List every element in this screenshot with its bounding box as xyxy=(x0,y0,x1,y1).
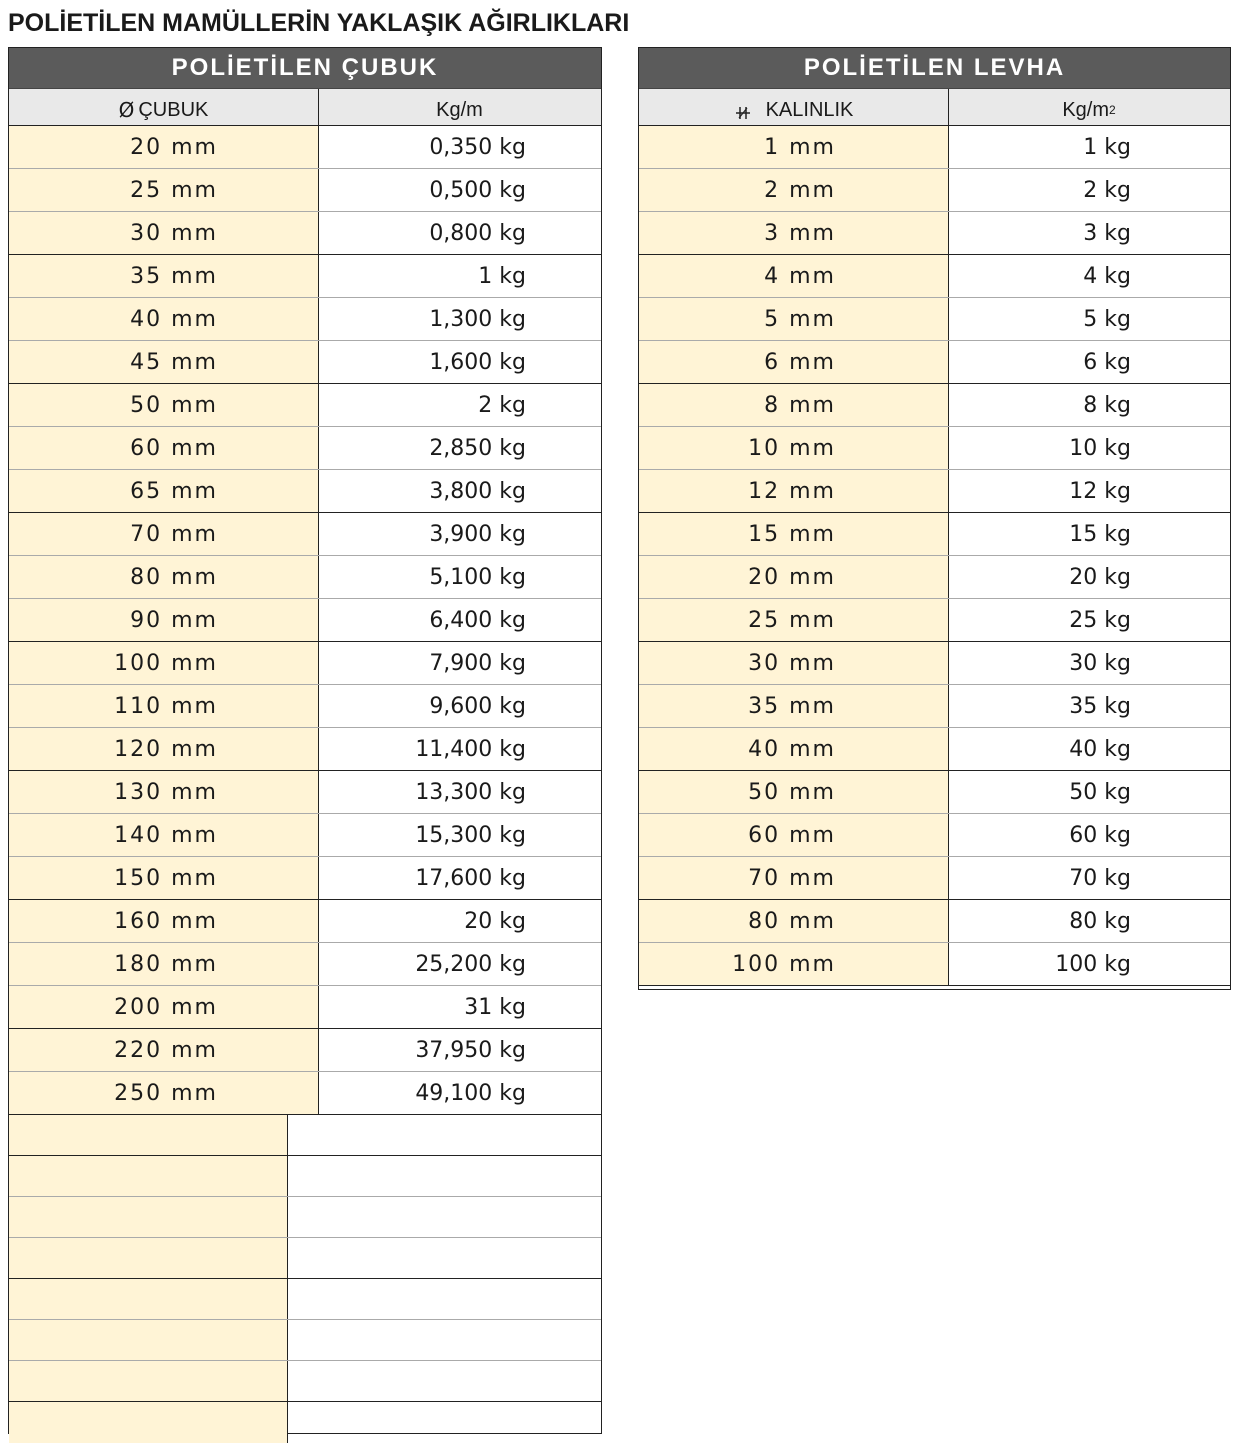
rod-table-empty-size-cell xyxy=(9,1115,288,1155)
rod-table-size-cell: 20 mm xyxy=(9,126,319,168)
rod-table-row xyxy=(9,470,601,513)
sheet-table-weight-cell: 4 kg xyxy=(1083,263,1131,289)
rod-table-size-cell: 70 mm xyxy=(9,513,319,555)
sheet-table-row xyxy=(639,212,1230,255)
sheet-table-row xyxy=(639,814,1230,857)
page-title: POLİETİLEN MAMÜLLERİN YAKLAŞIK AĞIRLIKLARI xyxy=(8,9,630,37)
rod-table-weight-cell: 3,900 kg xyxy=(429,521,526,547)
rod-table-size-cell: 30 mm xyxy=(9,212,319,254)
rod-table-weight-cell: 1,600 kg xyxy=(429,349,526,375)
rod-table-size-cell: 45 mm xyxy=(9,341,319,383)
sheet-table-weight-cell: 15 kg xyxy=(1069,521,1131,547)
rod-table-row xyxy=(9,126,601,169)
sheet-table-row xyxy=(639,728,1230,771)
rod-table-empty-row xyxy=(9,1320,601,1361)
sheet-table-size-cell: 4 mm xyxy=(639,255,949,297)
rod-table-row xyxy=(9,169,601,212)
sheet-table-size-cell: 70 mm xyxy=(639,857,949,899)
rod-table-size-cell: 200 mm xyxy=(9,986,319,1028)
sheet-table-row xyxy=(639,169,1230,212)
rod-table-size-cell: 130 mm xyxy=(9,771,319,813)
sheet-table-size-cell: 8 mm xyxy=(639,384,949,426)
rod-table-row xyxy=(9,513,601,556)
rod-table-empty-weight-cell xyxy=(288,1402,601,1443)
rod-table-body xyxy=(9,126,601,1443)
sheet-table-weight-cell: 5 kg xyxy=(1083,306,1131,332)
rod-table-weight-cell: 3,800 kg xyxy=(429,478,526,504)
rod-table-empty-size-cell xyxy=(9,1361,288,1401)
rod-table-weight-cell: 11,400 kg xyxy=(415,736,526,762)
rod-table-row xyxy=(9,900,601,943)
rod-table-empty-row xyxy=(9,1156,601,1197)
rod-table-empty-weight-cell xyxy=(288,1361,601,1401)
rod-table-row xyxy=(9,255,601,298)
rod-table-size-cell: 35 mm xyxy=(9,255,319,297)
rod-table-row xyxy=(9,728,601,771)
rod-table-empty-size-cell xyxy=(9,1402,288,1443)
sheet-table-row xyxy=(639,599,1230,642)
sheet-weight-header-superscript: 2 xyxy=(1109,103,1116,117)
sheet-table-size-cell: 25 mm xyxy=(639,599,949,641)
rod-weight-table xyxy=(8,47,602,1434)
rod-table-weight-cell: 2,850 kg xyxy=(429,435,526,461)
rod-table-size-cell: 25 mm xyxy=(9,169,319,211)
rod-table-empty-row xyxy=(9,1238,601,1279)
rod-table-size-cell: 110 mm xyxy=(9,685,319,727)
rod-table-size-cell: 90 mm xyxy=(9,599,319,641)
rod-table-size-cell: 250 mm xyxy=(9,1072,319,1114)
rod-table-title: POLİETİLEN ÇUBUK xyxy=(9,48,601,89)
sheet-weight-header-label: Kg/m xyxy=(1062,98,1109,121)
sheet-table-size-cell: 20 mm xyxy=(639,556,949,598)
sheet-table-size-cell: 6 mm xyxy=(639,341,949,383)
rod-table-row xyxy=(9,341,601,384)
sheet-table-weight-cell: 25 kg xyxy=(1069,607,1131,633)
rod-table-weight-cell: 0,500 kg xyxy=(429,177,526,203)
rod-table-row xyxy=(9,642,601,685)
sheet-table-row xyxy=(639,298,1230,341)
sheet-table-size-cell: 100 mm xyxy=(639,943,949,985)
rod-table-row xyxy=(9,1072,601,1115)
rod-table-weight-cell: 9,600 kg xyxy=(429,693,526,719)
rod-table-weight-cell: 20 kg xyxy=(464,908,526,934)
rod-table-empty-row xyxy=(9,1115,601,1156)
rod-table-weight-cell: 5,100 kg xyxy=(429,564,526,590)
sheet-table-weight-cell: 10 kg xyxy=(1069,435,1131,461)
sheet-table-weight-cell: 35 kg xyxy=(1069,693,1131,719)
sheet-table-row xyxy=(639,470,1230,513)
sheet-table-size-cell: 40 mm xyxy=(639,728,949,770)
rod-table-size-cell: 180 mm xyxy=(9,943,319,985)
sheet-table-row xyxy=(639,556,1230,599)
sheet-table-row xyxy=(639,900,1230,943)
sheet-table-weight-cell: 2 kg xyxy=(1083,177,1131,203)
rod-diameter-header xyxy=(9,89,319,125)
diameter-icon: Ø xyxy=(118,98,135,122)
rod-table-empty-size-cell xyxy=(9,1320,288,1360)
sheet-table-weight-cell: 60 kg xyxy=(1069,822,1131,848)
sheet-table-header xyxy=(639,89,1230,126)
rod-diameter-header-label: ÇUBUK xyxy=(138,98,209,121)
sheet-table-weight-cell: 30 kg xyxy=(1069,650,1131,676)
rod-table-weight-cell: 49,100 kg xyxy=(415,1080,526,1106)
sheet-table-size-cell: 5 mm xyxy=(639,298,949,340)
sheet-table-row xyxy=(639,427,1230,470)
sheet-table-size-cell: 3 mm xyxy=(639,212,949,254)
sheet-table-row xyxy=(639,384,1230,427)
rod-table-empty-row xyxy=(9,1197,601,1238)
rod-table-empty-row xyxy=(9,1361,601,1402)
sheet-table-size-cell: 2 mm xyxy=(639,169,949,211)
sheet-table-weight-cell: 8 kg xyxy=(1083,392,1131,418)
rod-table-size-cell: 150 mm xyxy=(9,857,319,899)
sheet-table-row xyxy=(639,642,1230,685)
sheet-table-body xyxy=(639,126,1230,986)
rod-table-empty-size-cell xyxy=(9,1238,288,1278)
rod-table-row xyxy=(9,384,601,427)
rod-table-row xyxy=(9,771,601,814)
thickness-icon xyxy=(734,103,752,117)
rod-table-size-cell: 50 mm xyxy=(9,384,319,426)
rod-table-weight-cell: 1 kg xyxy=(478,263,526,289)
sheet-table-size-cell: 30 mm xyxy=(639,642,949,684)
sheet-table-row xyxy=(639,771,1230,814)
rod-table-row xyxy=(9,599,601,642)
sheet-table-weight-cell: 12 kg xyxy=(1069,478,1131,504)
rod-table-empty-weight-cell xyxy=(288,1156,601,1196)
sheet-table-title: POLİETİLEN LEVHA xyxy=(639,48,1230,89)
rod-table-row xyxy=(9,685,601,728)
rod-table-size-cell: 120 mm xyxy=(9,728,319,770)
rod-table-weight-cell: 17,600 kg xyxy=(415,865,526,891)
rod-table-weight-cell: 1,300 kg xyxy=(429,306,526,332)
sheet-table-row xyxy=(639,685,1230,728)
sheet-table-row xyxy=(639,126,1230,169)
sheet-table-size-cell: 60 mm xyxy=(639,814,949,856)
sheet-table-size-cell: 50 mm xyxy=(639,771,949,813)
sheet-table-row xyxy=(639,255,1230,298)
sheet-table-size-cell: 10 mm xyxy=(639,427,949,469)
sheet-table-weight-cell: 80 kg xyxy=(1069,908,1131,934)
sheet-table-size-cell: 12 mm xyxy=(639,470,949,512)
rod-table-empty-size-cell xyxy=(9,1197,288,1237)
rod-table-size-cell: 65 mm xyxy=(9,470,319,512)
rod-table-size-cell: 100 mm xyxy=(9,642,319,684)
sheet-table-size-cell: 80 mm xyxy=(639,900,949,942)
rod-table-size-cell: 140 mm xyxy=(9,814,319,856)
rod-table-empty-weight-cell xyxy=(288,1115,601,1155)
sheet-table-weight-cell: 40 kg xyxy=(1069,736,1131,762)
sheet-table-weight-cell: 70 kg xyxy=(1069,865,1131,891)
rod-table-empty-row xyxy=(9,1279,601,1320)
rod-table-row xyxy=(9,427,601,470)
sheet-table-row xyxy=(639,943,1230,986)
sheet-thickness-header xyxy=(639,89,949,125)
rod-table-row xyxy=(9,298,601,341)
rod-table-empty-row xyxy=(9,1402,601,1443)
rod-table-size-cell: 60 mm xyxy=(9,427,319,469)
rod-table-row xyxy=(9,943,601,986)
sheet-table-weight-cell: 20 kg xyxy=(1069,564,1131,590)
sheet-table-weight-cell: 50 kg xyxy=(1069,779,1131,805)
sheet-table-weight-cell: 1 kg xyxy=(1083,134,1131,160)
rod-table-row xyxy=(9,986,601,1029)
sheet-weight-table xyxy=(638,47,1231,990)
rod-table-weight-cell: 25,200 kg xyxy=(415,951,526,977)
rod-weight-header: Kg/m xyxy=(436,98,483,121)
sheet-table-weight-cell: 6 kg xyxy=(1083,349,1131,375)
rod-table-weight-cell: 7,900 kg xyxy=(429,650,526,676)
rod-table-row xyxy=(9,556,601,599)
rod-table-weight-cell: 6,400 kg xyxy=(429,607,526,633)
rod-table-empty-weight-cell xyxy=(288,1238,601,1278)
rod-table-weight-cell: 0,800 kg xyxy=(429,220,526,246)
sheet-table-row xyxy=(639,513,1230,556)
rod-table-header xyxy=(9,89,601,126)
rod-table-size-cell: 80 mm xyxy=(9,556,319,598)
sheet-table-size-cell: 1 mm xyxy=(639,126,949,168)
sheet-thickness-header-label: KALINLIK xyxy=(765,98,854,121)
sheet-table-size-cell: 15 mm xyxy=(639,513,949,555)
rod-table-weight-cell: 15,300 kg xyxy=(415,822,526,848)
rod-table-weight-cell: 2 kg xyxy=(478,392,526,418)
rod-table-size-cell: 40 mm xyxy=(9,298,319,340)
rod-table-weight-cell: 37,950 kg xyxy=(415,1037,526,1063)
sheet-table-row xyxy=(639,341,1230,384)
rod-table-weight-cell: 0,350 kg xyxy=(429,134,526,160)
sheet-table-row xyxy=(639,857,1230,900)
sheet-table-weight-cell: 3 kg xyxy=(1083,220,1131,246)
rod-table-empty-size-cell xyxy=(9,1156,288,1196)
rod-table-empty-weight-cell xyxy=(288,1279,601,1319)
rod-table-weight-cell: 31 kg xyxy=(464,994,526,1020)
rod-table-size-cell: 220 mm xyxy=(9,1029,319,1071)
rod-table-empty-weight-cell xyxy=(288,1197,601,1237)
rod-table-row xyxy=(9,814,601,857)
rod-table-row xyxy=(9,212,601,255)
sheet-weight-header xyxy=(949,89,1229,125)
rod-table-row xyxy=(9,1029,601,1072)
rod-table-size-cell: 160 mm xyxy=(9,900,319,942)
rod-table-weight-cell: 13,300 kg xyxy=(415,779,526,805)
rod-table-row xyxy=(9,857,601,900)
sheet-table-size-cell: 35 mm xyxy=(639,685,949,727)
sheet-table-weight-cell: 100 kg xyxy=(1055,951,1131,977)
rod-table-empty-size-cell xyxy=(9,1279,288,1319)
rod-table-empty-weight-cell xyxy=(288,1320,601,1360)
